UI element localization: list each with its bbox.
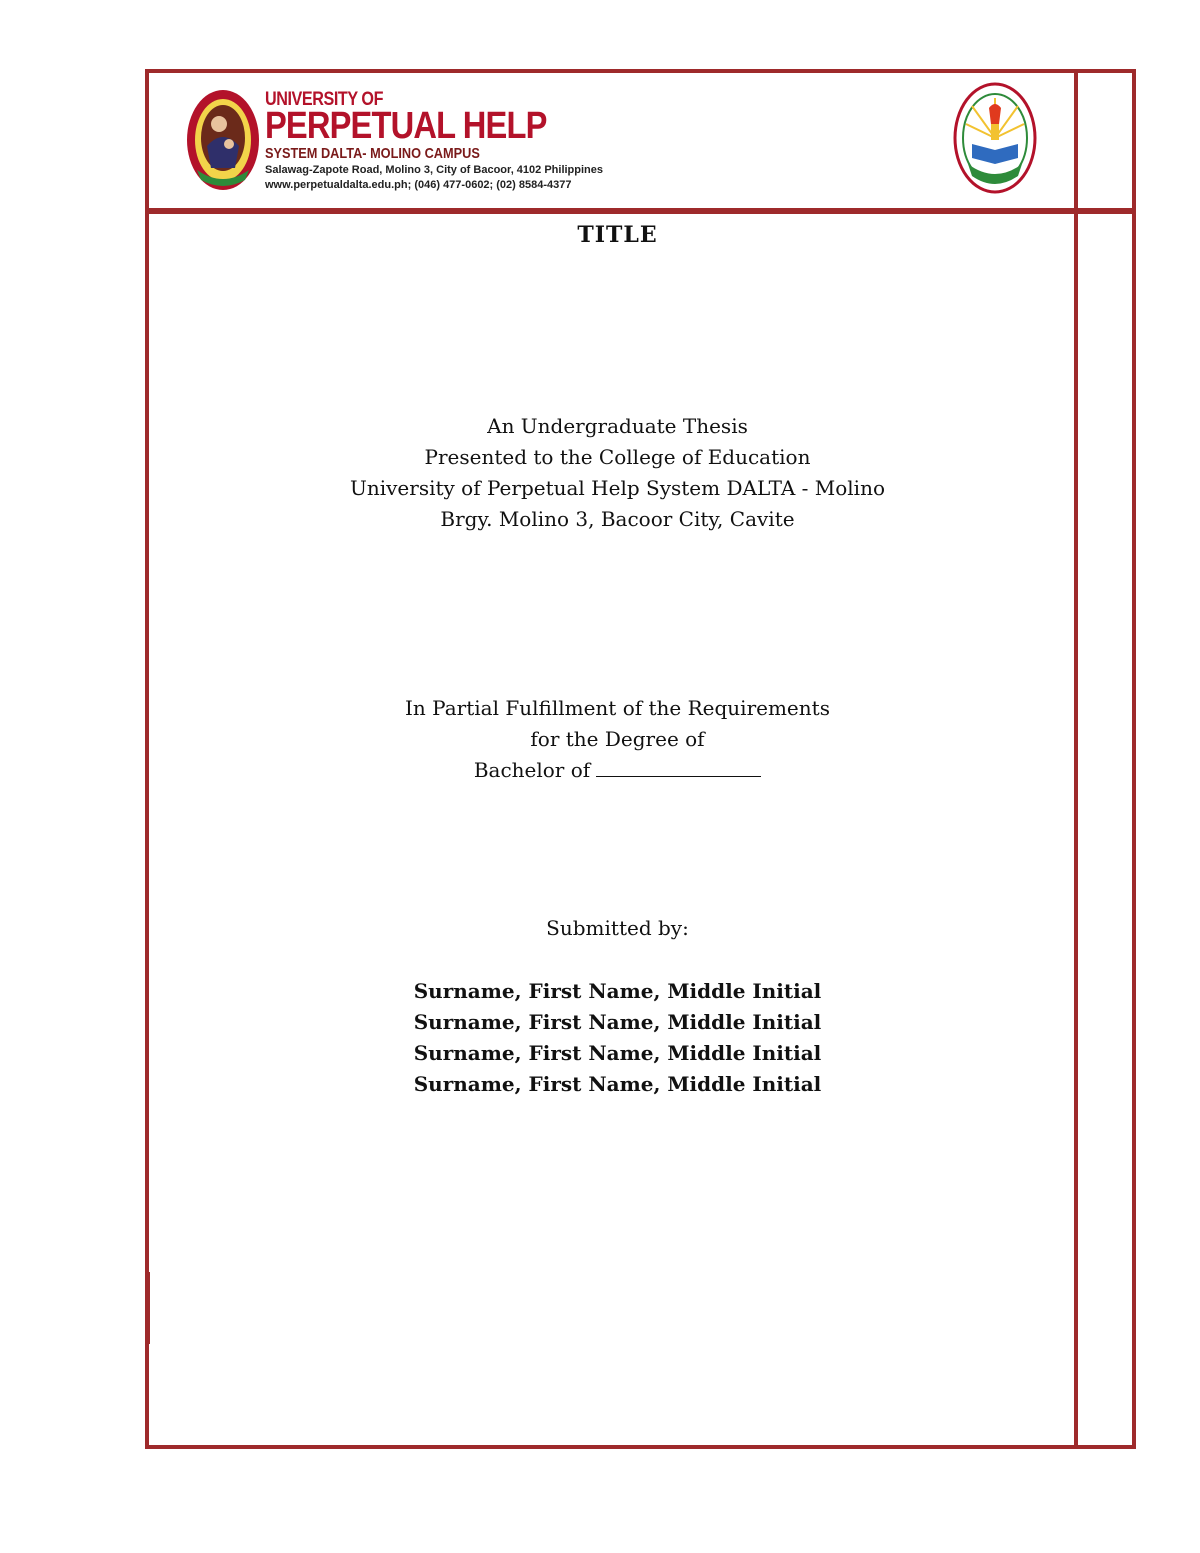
institution-name: University of Perpetual Help System DALTA - Molino	[350, 476, 885, 500]
author-name: Surname, First Name, Middle Initial	[413, 979, 822, 1003]
degree-blank	[596, 756, 761, 777]
presented-to: Presented to the College of Education	[424, 445, 811, 469]
thesis-title: TITLE	[577, 222, 658, 248]
campus-name: SYSTEM DALTA- MOLINO CAMPUS	[265, 145, 480, 162]
fulfillment-block	[145, 693, 1090, 786]
authors-list	[145, 976, 1090, 1100]
degree-line	[145, 755, 1090, 786]
submitted-label	[145, 913, 1090, 944]
author-name: Surname, First Name, Middle Initial	[413, 1010, 822, 1034]
author-name: Surname, First Name, Middle Initial	[413, 1072, 822, 1096]
left-margin-mark	[145, 283, 149, 353]
university-seal-icon	[185, 88, 261, 192]
college-of-education-seal-icon	[952, 80, 1038, 196]
author-name: Surname, First Name, Middle Initial	[413, 1041, 822, 1065]
degree-statement: for the Degree of	[530, 727, 705, 751]
presentation-block	[145, 411, 1090, 535]
header-divider	[145, 208, 1136, 214]
campus-contact: www.perpetualdalta.edu.ph; (046) 477-0602; (02) 8584-4377	[265, 179, 572, 191]
fulfillment-statement: In Partial Fulfillment of the Requirements	[405, 696, 830, 720]
left-margin-mark	[146, 1272, 150, 1344]
campus-address: Salawag-Zapote Road, Molino 3, City of Bacoor, 4102 Philippines	[265, 164, 604, 176]
degree-prefix: Bachelor of	[473, 758, 591, 782]
thesis-type: An Undergraduate Thesis	[487, 414, 748, 438]
university-wordmark	[265, 90, 765, 193]
submitted-by-text: Submitted by:	[546, 916, 689, 940]
university-name-line1: UNIVERSITY OF	[265, 89, 384, 110]
university-name-line2: PERPETUAL HELP	[265, 105, 547, 147]
letterhead	[180, 80, 1060, 200]
institution-address: Brgy. Molino 3, Bacoor City, Cavite	[440, 507, 795, 531]
